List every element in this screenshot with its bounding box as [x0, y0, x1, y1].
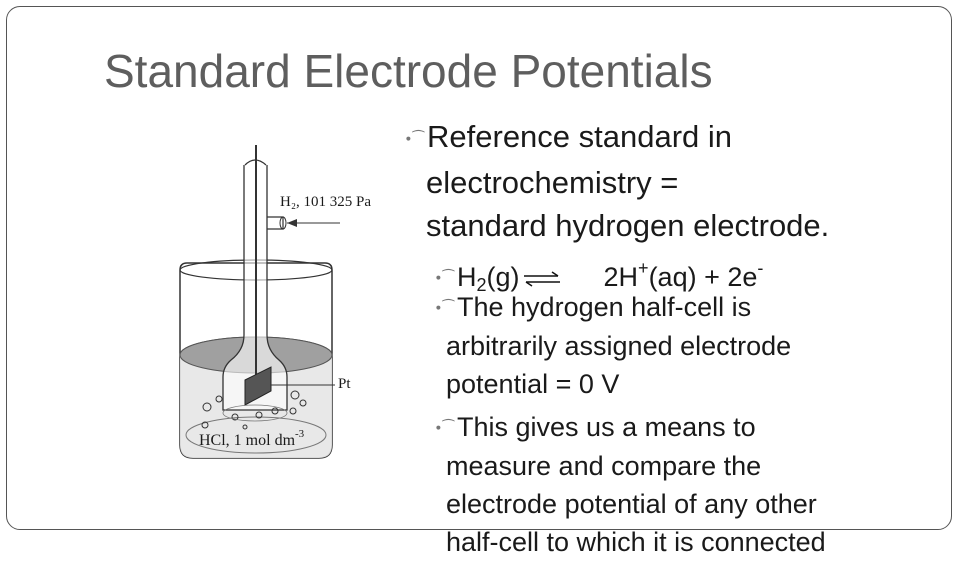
- curved-bullet-icon: ∙⁀: [434, 420, 455, 436]
- curved-bullet-icon: ∙⁀: [434, 270, 455, 286]
- main-bullet-line-1: ∙⁀Reference standard in: [404, 119, 733, 154]
- equation-bullet: ∙⁀ $H_2(g) 2H^+(aq) + 2e^-$: [434, 258, 764, 295]
- sub-bullet-1: ∙⁀ The hydrogen half-cell is arbitrarily assigned electrode potential = 0 V: [434, 292, 792, 399]
- curved-bullet-icon: ∙⁀: [434, 300, 455, 316]
- hydrogen-electrode-diagram: [175, 145, 395, 465]
- solution-label-sup: -3: [295, 428, 305, 440]
- sub-bullet-2: ∙⁀ This gives us a means to measure and compare the electrode potential of any other half-cell to which it is connected: [434, 412, 826, 557]
- slide-title: Standard Electrode Potentials: [104, 45, 713, 97]
- main-bullet: [404, 115, 829, 247]
- main-bullet-line-3: standard hydrogen electrode.: [426, 208, 830, 243]
- curved-bullet-icon: ∙⁀: [404, 131, 425, 147]
- diagram-gas-label: H₂, 101 325 Pa: [280, 194, 372, 210]
- main-bullet-line-2: electrochemistry =: [426, 165, 679, 200]
- solution-label-text: HCl, 1 mol dm: [199, 432, 296, 449]
- equilibrium-arrows-icon: [522, 269, 562, 289]
- diagram-solution-label: [199, 428, 304, 450]
- diagram-pt-label: Pt: [338, 376, 351, 392]
